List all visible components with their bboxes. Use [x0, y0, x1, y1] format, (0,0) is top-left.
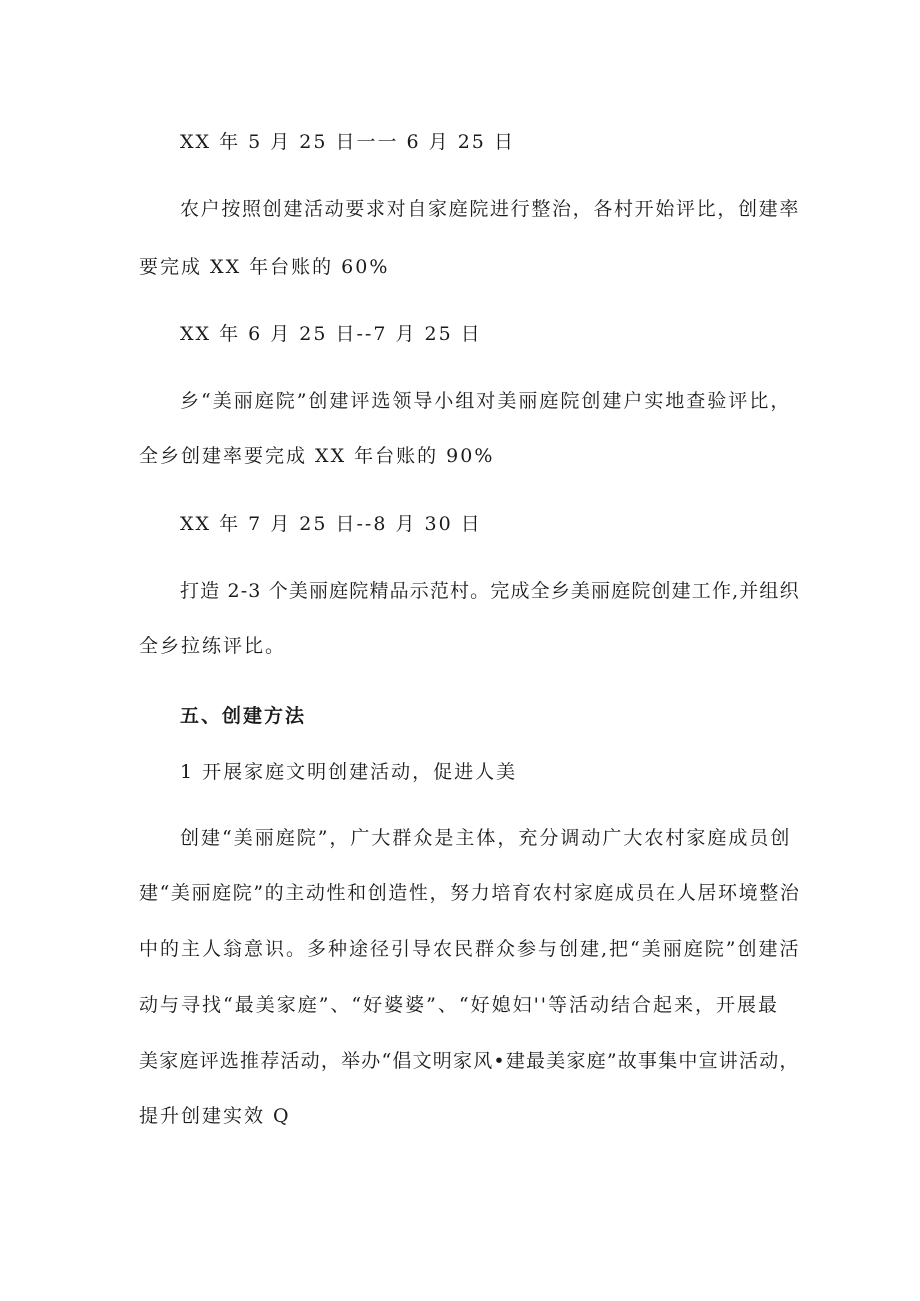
body-paragraph-line-4: 动与寻找“最美家庭”、“好婆婆”、“好媳妇''等活动结合起来，开展最 — [139, 994, 780, 1016]
body-paragraph-line-2: 建“美丽庭院”的主动性和创造性，努力培育农村家庭成员在人居环境整治 — [139, 882, 801, 904]
body-paragraph-line-6: 提升创建实效 Q — [139, 1105, 291, 1127]
body-paragraph-line-5: 美家庭评选推荐活动，举办“倡文明家风•建最美家庭”故事集中宣讲活动， — [139, 1050, 800, 1072]
schedule-date-3: XX 年 7 月 25 日--8 月 30 日 — [180, 513, 482, 535]
schedule-date-1: XX 年 5 月 25 日一一 6 月 25 日 — [180, 131, 515, 153]
body-paragraph-line-1: 创建“美丽庭院”，广大群众是主体，充分调动广大农村家庭成员创 — [180, 827, 792, 849]
schedule-desc-1-line-2: 要完成 XX 年台账的 60% — [139, 256, 390, 278]
schedule-desc-2-line-1: 乡“美丽庭院”创建评选领导小组对美丽庭院创建户实地查验评比， — [180, 390, 792, 412]
schedule-desc-2-line-2: 全乡创建率要完成 XX 年台账的 90% — [139, 445, 495, 467]
schedule-date-2: XX 年 6 月 25 日--7 月 25 日 — [180, 323, 482, 345]
section-heading: 五、创建方法 — [180, 705, 307, 727]
subsection-heading: 1 开展家庭文明创建活动，促进人美 — [180, 761, 518, 783]
body-paragraph-line-3: 中的主人翁意识。多种途径引导农民群众参与创建,把“美丽庭院”创建活 — [139, 938, 801, 960]
schedule-desc-1-line-1: 农户按照创建活动要求对自家庭院进行整治，各村开始评比，创建率 — [180, 198, 801, 220]
schedule-desc-3-line-1: 打造 2-3 个美丽庭院精品示范村。完成全乡美丽庭院创建工作,并组织 — [180, 580, 800, 602]
schedule-desc-3-line-2: 全乡拉练评比。 — [139, 635, 287, 657]
